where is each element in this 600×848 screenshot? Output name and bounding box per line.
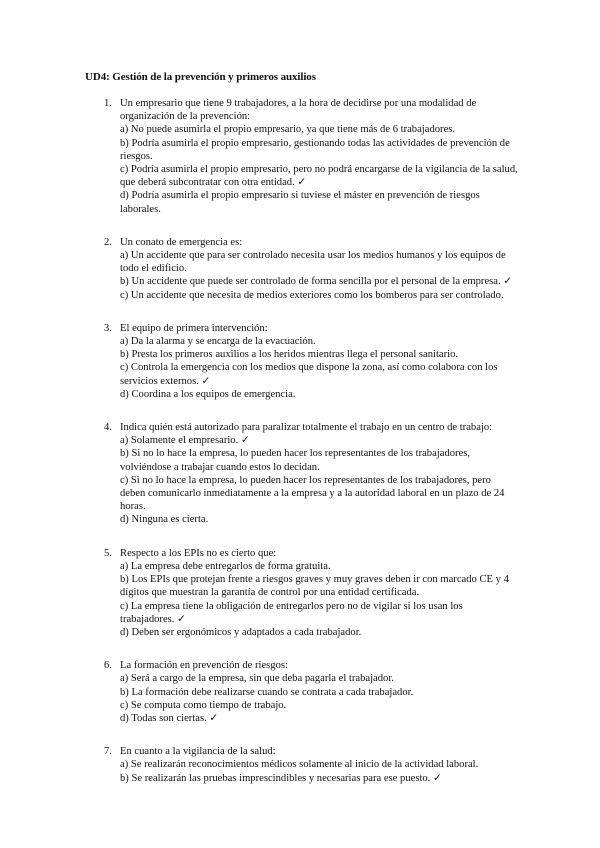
answer-option: d) Todas son ciertas. ✓ — [120, 712, 219, 724]
question-number: 1. — [104, 98, 112, 109]
question-item — [88, 421, 518, 527]
answer-option: b) Los EPIs que protejan frente a riesgos graves y muy graves deben ir con marcado CE y 4 dígitos que muestran la garantía de control por una entidad certificada. — [120, 574, 509, 599]
answer-options — [120, 335, 518, 401]
question-number: 7. — [104, 746, 112, 758]
question-text: Indica quién está autorizado para paralizar totalmente el trabajo en un centro de trabajo: — [120, 422, 493, 434]
answer-option: b) Si no lo hace la empresa, lo pueden hacer los representantes de los trabajadores, volviéndose a trabajar cuando estos lo decidan. — [120, 448, 471, 473]
answer-option: a) Solamente el empresario. ✓ — [120, 435, 250, 447]
answer-option: b) La formación debe realizarse cuando se contrata a cada trabajador. — [120, 686, 414, 698]
question-text: En cuanto a la vigilancia de la salud: — [120, 746, 276, 758]
question-number: 5. — [104, 547, 112, 559]
answer-option: b) Se realizarán las pruebas imprescindibles y necesarias para ese puesto. ✓ — [120, 772, 442, 784]
answer-option: c) Si no lo hace la empresa, lo pueden hacer los representantes de los trabajadores, pero deben comunicarlo inmediatamente a la empresa y a la autoridad laboral en un plazo de 24 horas. — [120, 474, 505, 513]
answer-option: c) Un accidente que necesita de medios exteriores como los bomberos para ser controlado. — [120, 289, 504, 301]
answer-options — [120, 560, 518, 639]
question-text: Un empresario que tiene 9 trabajadores, a la hora de decidirse por una modalidad de organización de la prevención: — [120, 98, 477, 123]
answer-option: d) Podría asumirla el propio empresario si tuviese el máster en prevención de riesgos laborales. — [120, 190, 480, 215]
answer-option: c) Controla la emergencia con los medios que dispone la zona, así como colabora con los servicios externos. ✓ — [120, 362, 498, 387]
question-number: 2. — [104, 236, 112, 248]
answer-options — [120, 123, 518, 215]
question-number: 4. — [104, 422, 112, 434]
answer-option: a) Da la alarma y se encarga de la evacuación. — [120, 336, 316, 348]
answer-option: c) La empresa tiene la obligación de entregarlos pero no de vigilar si los usan los trabajadores. ✓ — [120, 600, 463, 625]
answer-option: a) No puede asumirla el propio empresario, ya que tiene más de 6 trabajadores. — [120, 124, 456, 136]
answer-option: d) Deben ser ergonómicos y adaptados a cada trabajador. — [120, 626, 362, 638]
question-text: El equipo de primera intervención: — [120, 322, 268, 334]
question-list — [88, 97, 518, 785]
answer-option: b) Presta los primeros auxilios a los heridos mientras llega el personal sanitario. — [120, 349, 459, 361]
question-item — [88, 659, 518, 725]
answer-option: a) La empresa debe entregarlos de forma gratuita. — [120, 560, 331, 572]
answer-option: b) Un accidente que puede ser controlado de forma sencilla por el personal de la empresa. ✓ — [120, 276, 513, 288]
question-text: Un conato de emergencia es: — [120, 236, 243, 248]
question-item — [88, 97, 518, 216]
answer-option: a) Un accidente que para ser controlado necesita usar los medios humanos y los equipos de todo el edificio. — [120, 250, 506, 275]
question-item — [88, 236, 518, 302]
question-item — [88, 322, 518, 401]
answer-option: c) Se computa como tiempo de trabajo. — [120, 699, 287, 711]
question-item — [88, 745, 518, 785]
answer-options — [120, 672, 518, 725]
answer-option: d) Ninguna es cierta. — [120, 514, 209, 526]
document-title: UD4: Gestión de la prevención y primeros auxilios — [85, 71, 316, 83]
answer-options — [120, 758, 518, 784]
question-text: Respecto a los EPIs no es cierto que: — [120, 547, 277, 559]
question-number: 3. — [104, 322, 112, 334]
question-text: La formación en prevención de riesgos: — [120, 660, 288, 672]
question-number: 6. — [104, 660, 112, 672]
answer-option: b) Podría asumirla el propio empresario, gestionando todas las actividades de prevención de riesgos. — [120, 137, 510, 162]
answer-options — [120, 434, 518, 526]
question-item — [88, 547, 518, 639]
answer-option: c) Podría asumirla el propio empresario, pero no podrá encargarse de la vigilancia de la salud, que deberá subcontratar con otra entidad. ✓ — [120, 164, 518, 189]
answer-option: d) Coordina a los equipos de emergencia. — [120, 388, 296, 400]
answer-option: a) Se realizarán reconocimientos médicos solamente al inicio de la actividad laboral. — [120, 759, 479, 771]
answer-option: a) Será a cargo de la empresa, sin que deba pagarla el trabajador. — [120, 673, 394, 685]
answer-options — [120, 249, 518, 302]
